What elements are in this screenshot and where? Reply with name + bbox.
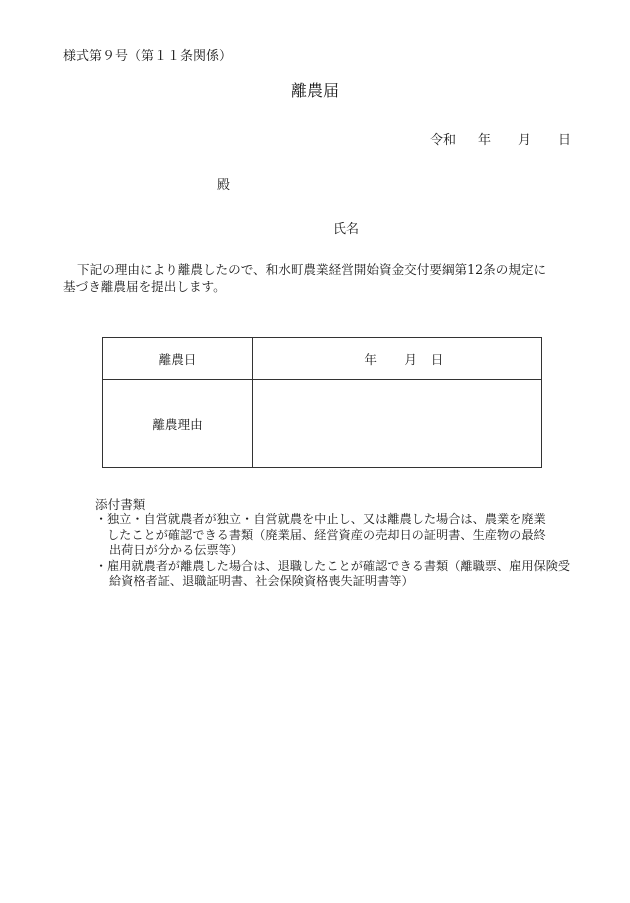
attachments-list [95, 512, 570, 590]
bullet-mark: ・ [95, 512, 108, 526]
addressee-suffix: 殿 [217, 178, 231, 193]
retirement-date-day: 日 [430, 352, 444, 367]
attachments-heading: 添付書類 [95, 497, 146, 512]
retirement-date-year: 年 [364, 352, 377, 367]
table-row-retirement-reason [103, 380, 542, 468]
date-line [430, 129, 571, 148]
attachment-line: したことが確認できる書類（廃業届、経営資産の売却日の証明書、生産物の最終 [107, 527, 546, 542]
attachment-line: 雇用就農者が離農した場合は、退職したことが確認できる書類（離職票、雇用保険受 [107, 558, 571, 573]
date-year-label: 年 [478, 133, 492, 148]
info-table [102, 337, 542, 468]
body-line-2: 基づき離農届を提出します。 [63, 279, 226, 294]
form-number: 様式第９号（第１１条関係） [63, 49, 233, 64]
applicant-name-label: 氏名 [333, 222, 360, 237]
date-day-label: 日 [558, 133, 572, 148]
retirement-reason-field[interactable] [253, 380, 542, 468]
retirement-date-label: 離農日 [103, 338, 253, 380]
retirement-reason-label: 離農理由 [103, 380, 253, 468]
attachment-line: 出荷日が分かる伝票等） [109, 543, 244, 557]
retirement-date-month: 月 [404, 352, 417, 367]
table-row-retirement-date [103, 338, 542, 380]
attachment-line: 独立・自営就農者が独立・自営就農を中止し、又は離農した場合は、農業を廃業 [107, 512, 546, 526]
date-month-label: 月 [518, 133, 532, 148]
body-line-1: 下記の理由により離農したので、和水町農業経営開始資金交付要綱第12条の規定に [77, 262, 547, 277]
date-era: 令和 [430, 133, 457, 148]
list-item [95, 559, 570, 590]
retirement-date-field[interactable] [253, 338, 542, 380]
list-item [95, 512, 570, 559]
bullet-mark: ・ [95, 558, 108, 573]
attachment-line: 給資格者証、退職証明書、社会保険資格喪失証明書等） [109, 574, 414, 588]
document-title: 離農届 [290, 81, 339, 100]
body-text [63, 261, 583, 295]
